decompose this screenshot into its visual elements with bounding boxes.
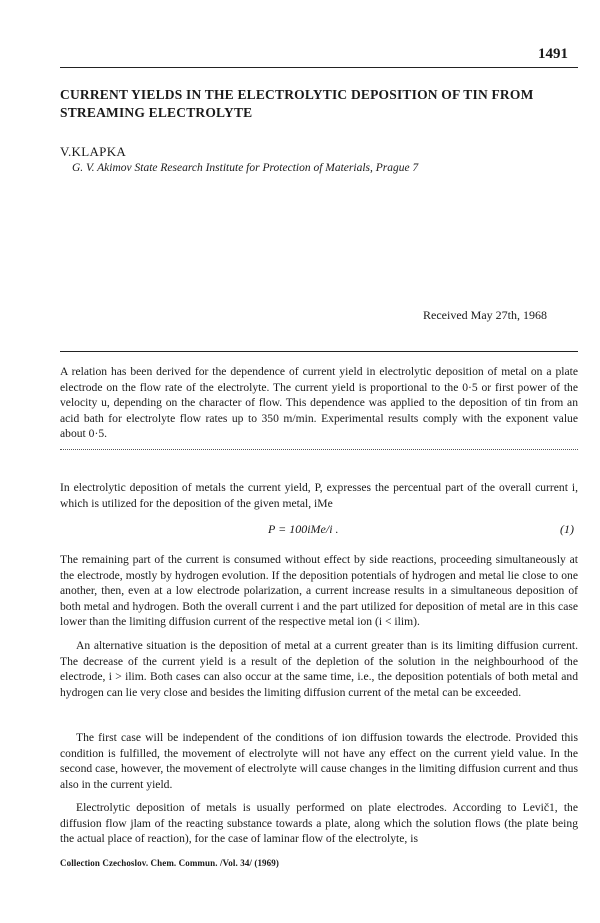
author-name: V.KLAPKA <box>60 144 127 159</box>
abstract-top-rule <box>60 351 578 352</box>
author-affiliation: G. V. Akimov State Research Institute for Protection of Materials, Prague 7 <box>72 162 419 174</box>
page-number: 1491 <box>538 46 568 62</box>
paragraph-1: In electrolytic deposition of metals the current yield, P, expresses the percentual part of the overall current i, which is utilized for the deposition of the given metal, iMe <box>60 481 578 510</box>
abstract-bottom-rule <box>60 449 578 450</box>
paragraph-3: An alternative situation is the deposition of metal at a current greater than is its limiting diffusion current. The decrease of the current yield is a result of the depletion of the solution in the neighbourhood of the electrode, i > ilim. Both cases can also occur at the same time, i.e., the deposition potentials of both metal and hydrogen can lie very close and besides the limiting diffusion current of the metal can be exceeded. <box>60 639 578 699</box>
equation-1: P = 100iMe/i . <box>268 522 339 536</box>
paragraph-5: Electrolytic deposition of metals is usually performed on plate electrodes. According to Levič1, the diffusion flow jlam of the reacting substance towards a plate, along which the solution flows (the plate being the actual place of reaction), for the case of laminar flow of the electrolyte, is <box>60 801 578 846</box>
footer-citation: Collection Czechoslov. Chem. Commun. /Vol. 34/ (1969) <box>60 858 279 868</box>
equation-number: (1) <box>560 522 574 536</box>
paragraph-2: The remaining part of the current is consumed without effect by side reactions, proceeding simultaneously at the electrode, mostly by hydrogen evolution. If the deposition potentials of hydrogen and metal lie close to one another, then, even at a low electrode polarization, a current increase results in a simultaneous deposition of both metal and hydrogen. Both the overall current i and the part utilized for deposition of metal are in this case lower than the limiting diffusion current of the respective metal ion (i < ilim). <box>60 553 578 629</box>
abstract: A relation has been derived for the dependence of current yield in electrolytic deposition of metal on a plate electrode on the flow rate of the electrolyte. The current yield is proportional to the 0·5 or first power of the velocity u, depending on the character of flow. This dependence was applied to the deposition of tin from an acid bath for electrolyte flow rates up to 350 m/min. Experimental results comply with the exponent value about 0·5. <box>60 365 578 441</box>
top-rule <box>60 67 578 68</box>
paragraph-4: The first case will be independent of the conditions of ion diffusion towards the electrode. Provided this condition is fulfilled, the movement of electrolyte will not have any effect on the current yield value. In the second case, however, the movement of electrolyte will cause changes in the limiting diffusion current and thus also in the current yield. <box>60 731 578 791</box>
article-title: CURRENT YIELDS IN THE ELECTROLYTIC DEPOSITION OF TIN FROM STREAMING ELECTROLYTE <box>60 87 534 120</box>
received-date: Received May 27th, 1968 <box>423 308 547 322</box>
